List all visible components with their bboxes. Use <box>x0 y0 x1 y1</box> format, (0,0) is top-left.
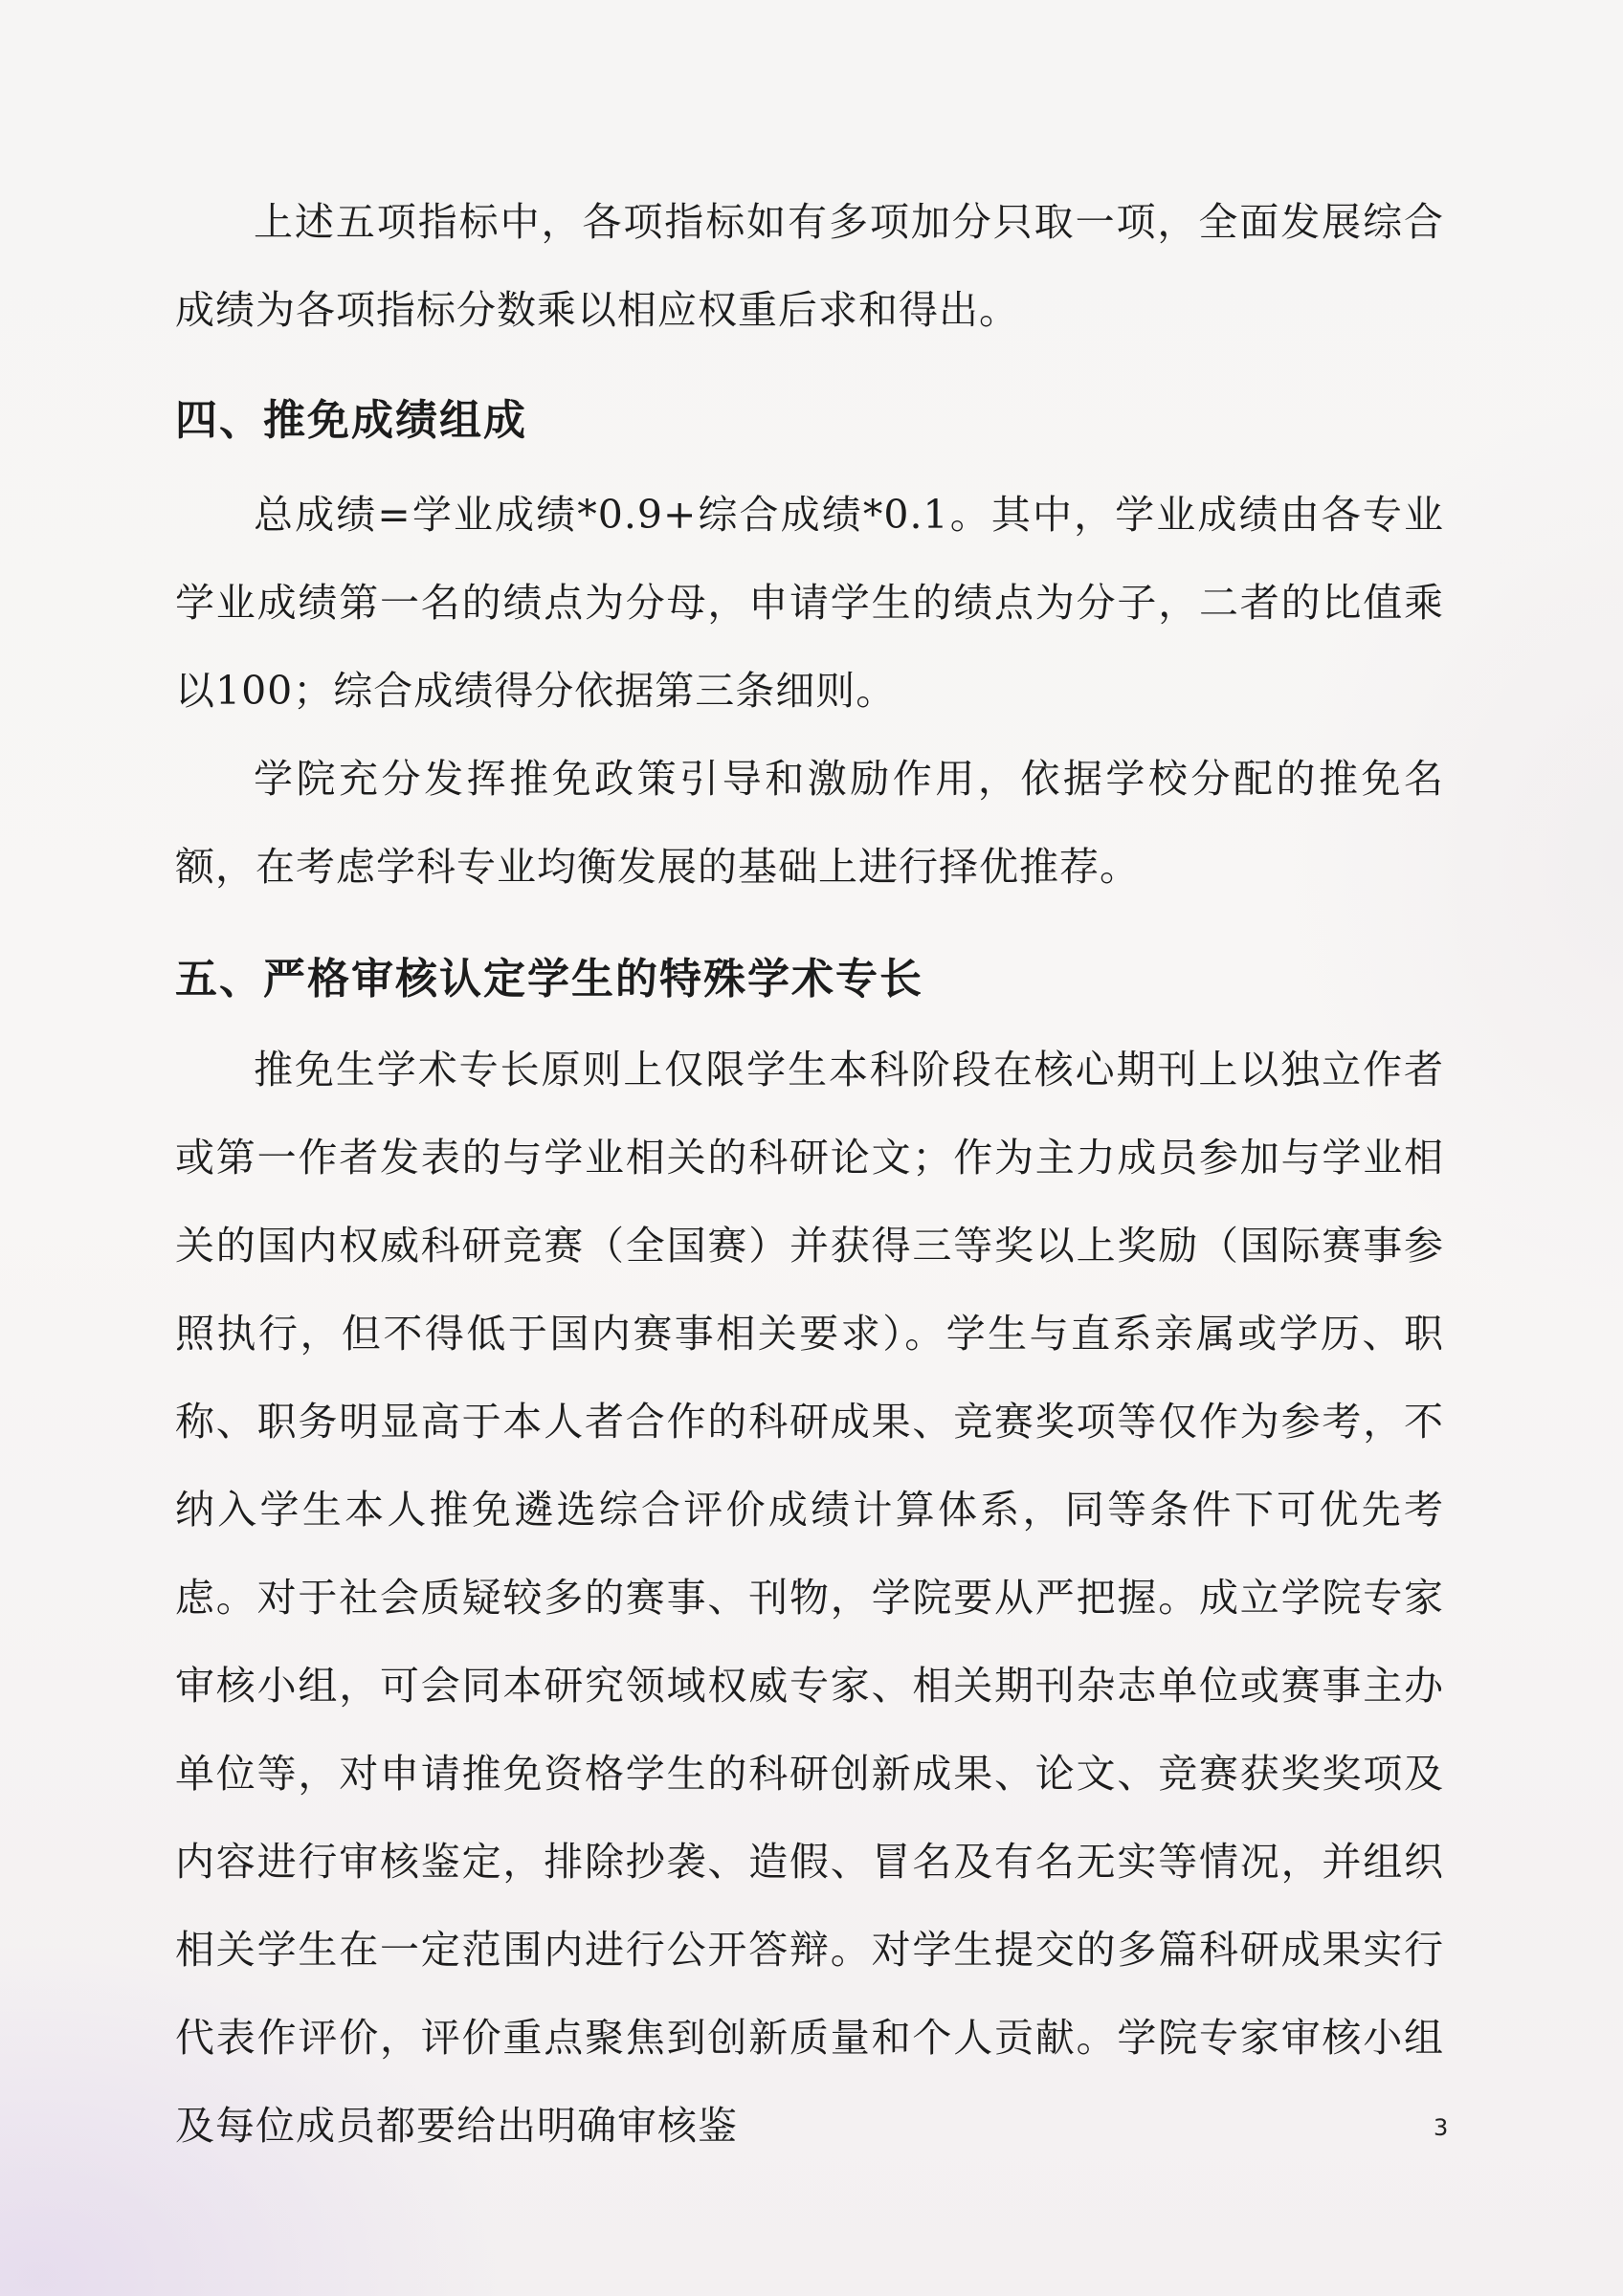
section-heading-5: 五、严格审核认定学生的特殊学术专长 <box>175 955 923 1004</box>
paragraph-total-score-formula: 总成绩=学业成绩*0.9+综合成绩*0.1。其中，学业成绩由各专业学业成绩第一名的绩点为分母，申请学生的绩点为分子，二者的比值乘以100；综合成绩得分依据第三条细则。 <box>175 492 1444 714</box>
document-body <box>175 178 1444 2170</box>
paragraph-recommendation-policy: 学院充分发挥推免政策引导和激励作用，依据学校分配的推免名额，在考虑学科专业均衡发展的基础上进行择优推荐。 <box>175 756 1444 890</box>
paragraph-indicator-summary: 上述五项指标中，各项指标如有多项加分只取一项，全面发展综合成绩为各项指标分数乘以相应权重后求和得出。 <box>175 199 1444 333</box>
page-number: 3 <box>1434 2114 1449 2141</box>
section-heading-4: 四、推免成绩组成 <box>175 396 527 445</box>
paragraph-academic-expertise: 推免生学术专长原则上仅限学生本科阶段在核心期刊上以独立作者或第一作者发表的与学业相关的科研论文；作为主力成员参加与学业相关的国内权威科研竞赛（全国赛）并获得三等奖以上奖励（国际赛事参照执行，但不得低于国内赛事相关要求）。学生与直系亲属或学历、职称、职务明显高于本人者合作的科研成果、竞赛奖项等仅作为参考，不纳入学生本人推免遴选综合评价成绩计算体系，同等条件下可优先考虑。对于社会质疑较多的赛事、刊物，学院要从严把握。成立学院专家审核小组，可会同本研究领域权威专家、相关期刊杂志单位或赛事主办单位等，对申请推免资格学生的科研创新成果、论文、竞赛获奖奖项及内容进行审核鉴定，排除抄袭、造假、冒名及有名无实等情况，并组织相关学生在一定范围内进行公开答辩。对学生提交的多篇科研成果实行代表作评价，评价重点聚焦到创新质量和个人贡献。学院专家审核小组及每位成员都要给出明确审核鉴 <box>175 1047 1444 2149</box>
